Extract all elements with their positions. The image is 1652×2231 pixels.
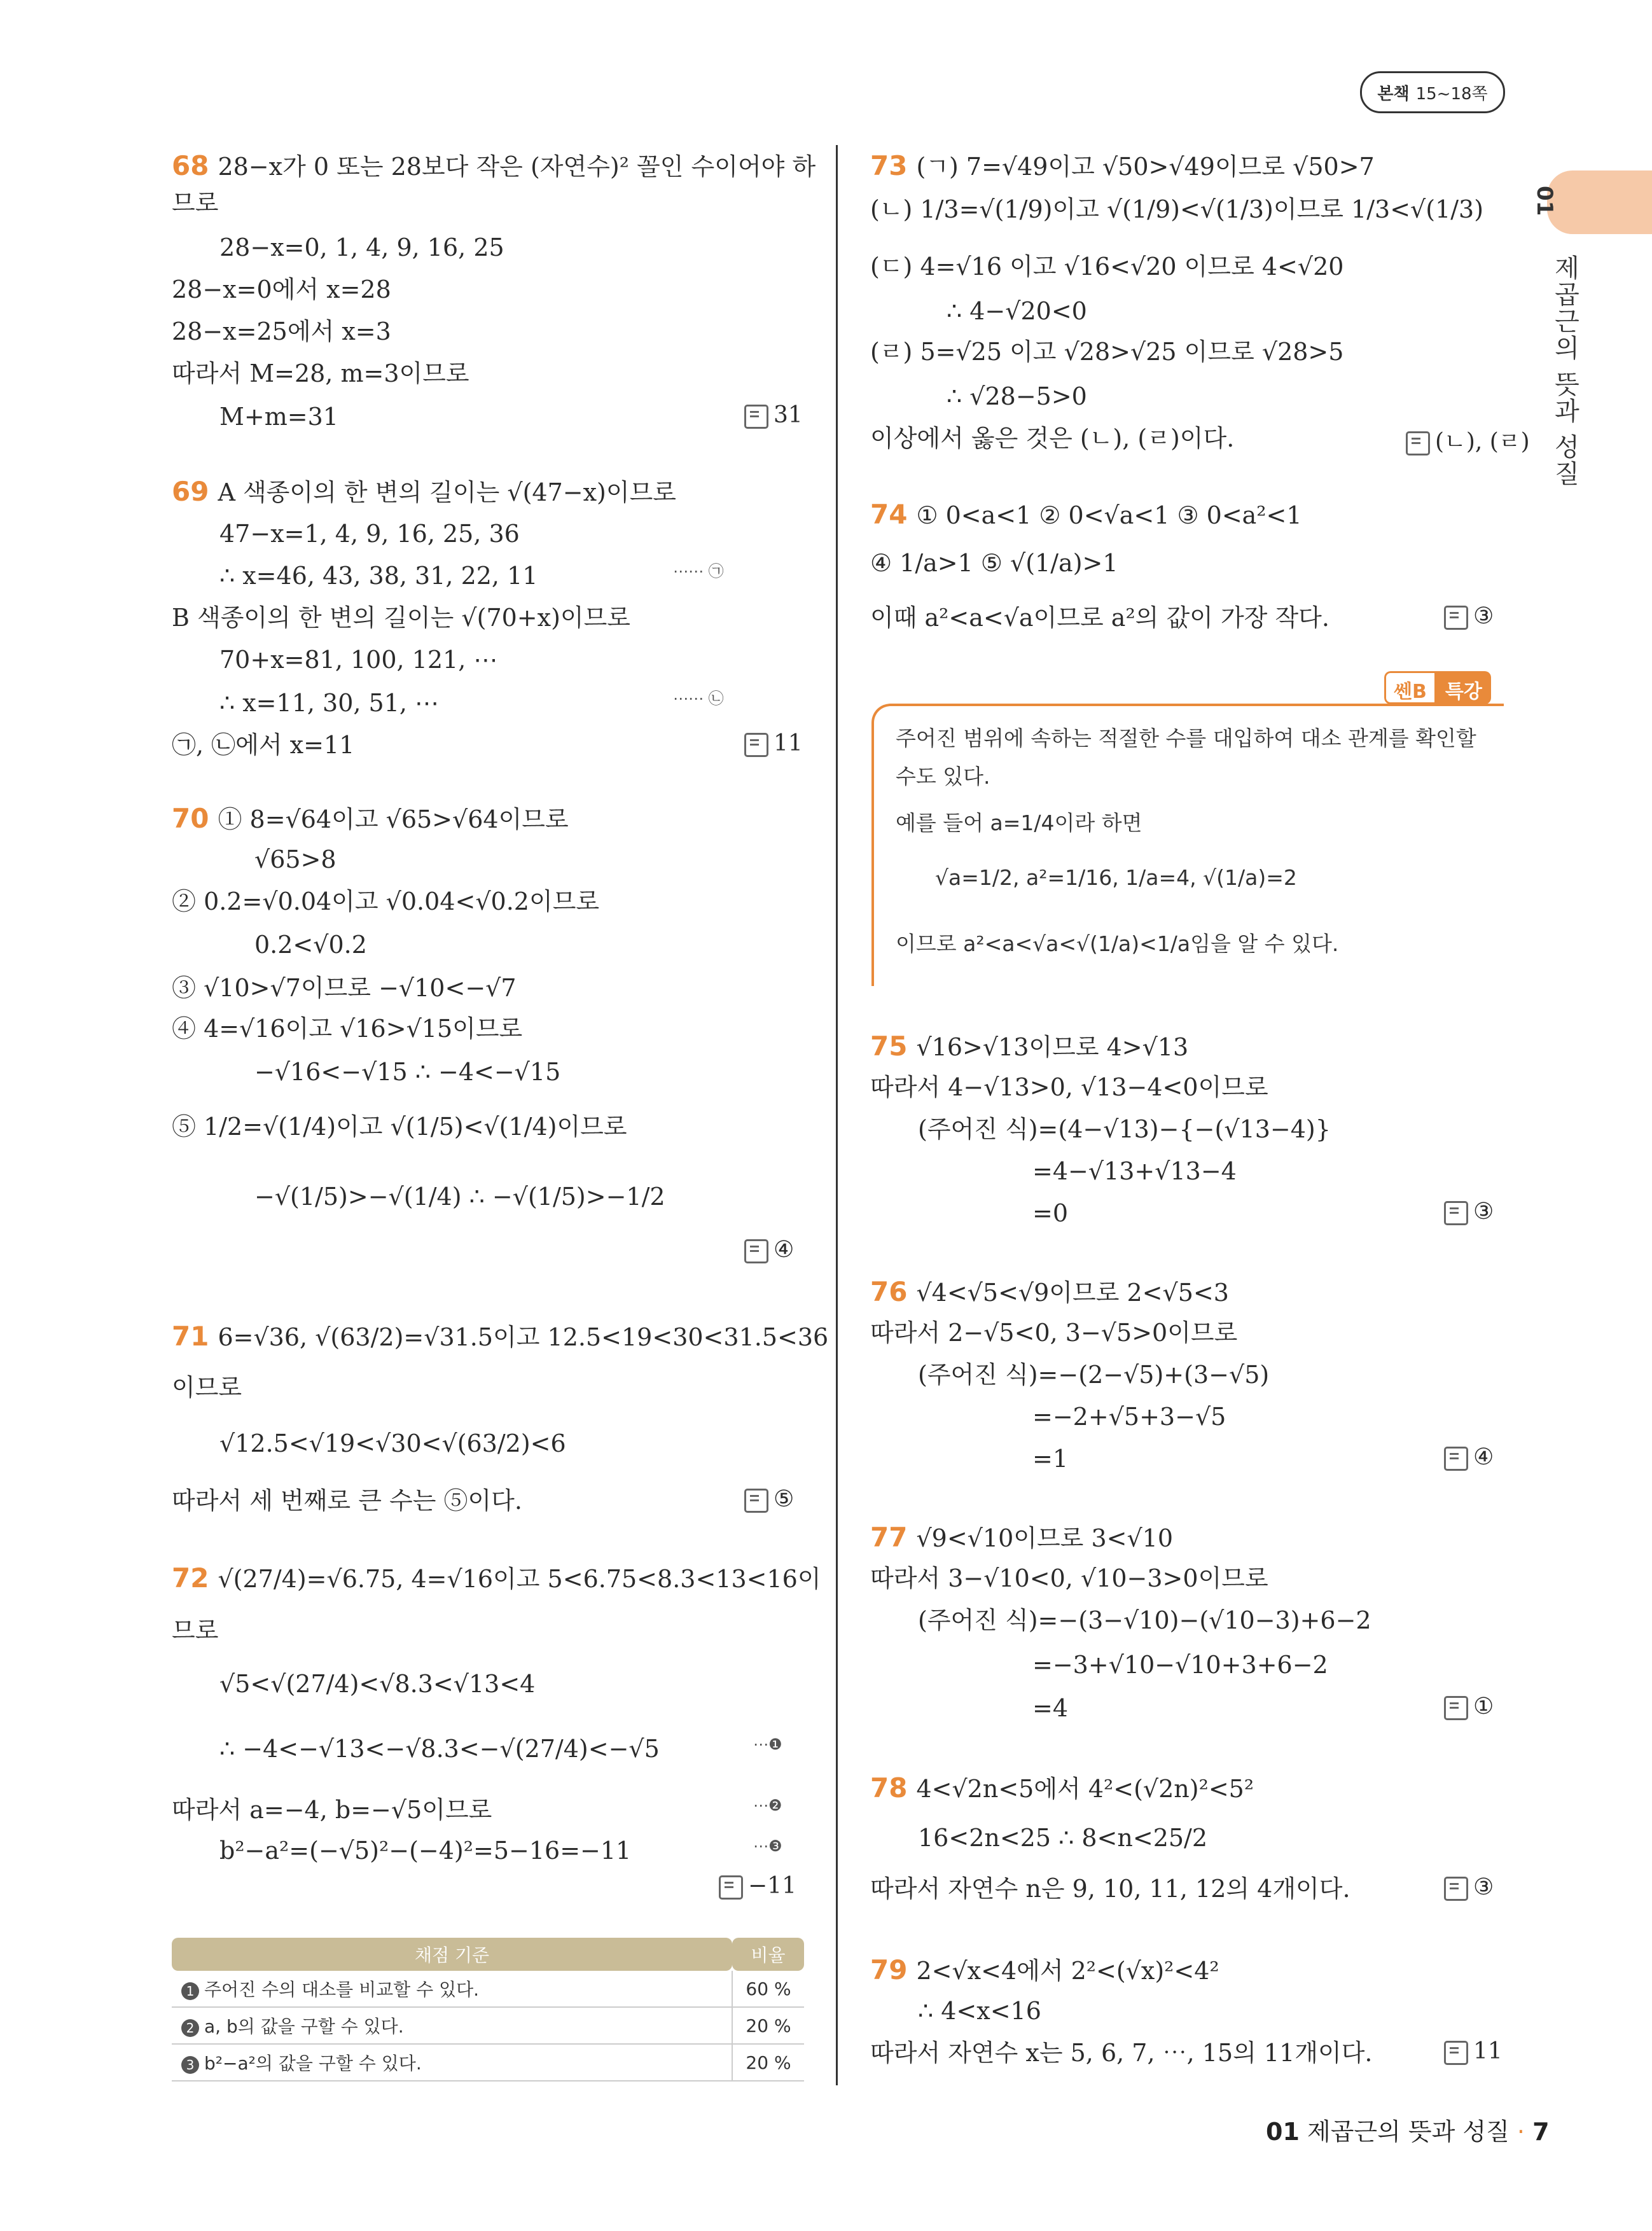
chapter-side-tab: [1547, 170, 1652, 234]
table-row: [172, 2007, 804, 2044]
answer: [1444, 1444, 1494, 1471]
answer: [1444, 603, 1494, 630]
left-solution-line: ⑤ 1/2=√(1/4)이고 √(1/5)<√(1/4)이므로: [172, 1113, 627, 1141]
tip-line: 예를 들어 a=1/4이라 하면: [896, 810, 1142, 835]
left-solution-line: 므로: [172, 189, 219, 217]
answer-icon: [744, 1239, 768, 1263]
problem-number: 74: [870, 499, 908, 530]
footer-dot: ·: [1517, 2118, 1525, 2146]
answer-text: −11: [748, 1873, 796, 1899]
grading-header-criteria: 채점 기준: [172, 1938, 732, 1971]
right-solution-line: (주어진 식)=−(2−√5)+(3−√5): [918, 1361, 1270, 1389]
answer: [1444, 1199, 1494, 1225]
problem-number: 75: [870, 1031, 908, 1062]
left-solution-line: ㉠, ㉡에서 x=11: [172, 731, 355, 759]
answer-icon: [1444, 1696, 1468, 1720]
left-solution-line: M+m=31: [219, 403, 338, 431]
right-solution-line: 따라서 2−√5<0, 3−√5>0이므로: [870, 1319, 1238, 1347]
right-solution-line: 따라서 4−√13>0, √13−4<0이므로: [870, 1073, 1268, 1101]
problem-number: 77: [870, 1522, 908, 1553]
right-solution-line: [870, 501, 1302, 528]
left-solution-line: ④ 4=√16이고 √16>√15이므로: [172, 1015, 523, 1043]
criteria-text: 주어진 수의 대소를 비교할 수 있다.: [204, 1979, 480, 2000]
answer: [1444, 1874, 1494, 1901]
right-solution-line: (ㄷ) 4=√16 이고 √16<√20 이므로 4<√20: [870, 253, 1344, 281]
column-divider: [836, 145, 838, 2085]
right-solution-line: ④ 1/a>1 ⑤ √(1/a)>1: [870, 549, 1118, 577]
left-solution-line: √65>8: [254, 845, 337, 873]
right-solution-line: ∴ 4<x<16: [918, 1997, 1041, 2025]
side-chapter-number: 01: [1532, 186, 1557, 216]
left-solution-line: 28−x=0, 1, 4, 9, 16, 25: [219, 233, 504, 261]
right-solution-line: 따라서 3−√10<0, √10−3>0이므로: [870, 1564, 1268, 1592]
right-solution-line: [870, 1954, 1219, 1985]
solution-text: √9<√10이므로 3<√10: [916, 1524, 1174, 1552]
answer-text: ④: [774, 1237, 795, 1263]
grading-table: [172, 1938, 804, 2082]
criteria-rate: 20 %: [732, 2044, 804, 2081]
problem-number: 69: [172, 476, 209, 507]
problem-number: 71: [172, 1321, 209, 1352]
right-solution-line: =−3+√10−√10+3+6−2: [1032, 1651, 1328, 1679]
answer-text: 11: [1473, 2038, 1503, 2064]
left-solution-line: √5<√(27/4)<√8.3<√13<4: [219, 1670, 536, 1698]
tip-label-brand: 쎈B: [1384, 671, 1436, 704]
left-solution-line: [172, 150, 816, 181]
problem-number: 70: [172, 803, 209, 834]
right-solution-line: 따라서 자연수 n은 9, 10, 11, 12의 4개이다.: [870, 1875, 1350, 1903]
answer-text: ④: [1473, 1444, 1494, 1470]
answer-text: ③: [1473, 1874, 1494, 1900]
solution-text: √(27/4)=√6.75, 4=√16이고 5<6.75<8.3<13<16이: [218, 1565, 821, 1593]
step-number: 1: [181, 1982, 199, 2000]
solution-text: (ㄱ) 7=√49이고 √50>√49이므로 √50>7: [916, 153, 1375, 181]
right-solution-line: =4: [1032, 1694, 1069, 1722]
solution-text: 28−x가 0 또는 28보다 작은 (자연수)² 꼴인 수이어야 하: [218, 153, 816, 181]
tip-line: 수도 있다.: [896, 764, 990, 789]
left-solution-line: 따라서 a=−4, b=−√5이므로: [172, 1796, 492, 1824]
problem-number: 76: [870, 1276, 908, 1307]
answer: [1444, 2038, 1503, 2065]
answer: [744, 1237, 794, 1263]
right-solution-line: (ㄴ) 1/3=√(1/9)이고 √(1/9)<√(1/3)이므로 1/3<√(1/3): [870, 195, 1484, 223]
right-solution-line: ∴ 4−√20<0: [947, 297, 1087, 325]
problem-number: 78: [870, 1772, 908, 1804]
step-marker: ⋯⋯ ㉠: [673, 562, 724, 580]
left-solution-line: 0.2<√0.2: [254, 931, 367, 959]
right-solution-line: [870, 1033, 1188, 1060]
right-solution-line: [870, 150, 1375, 181]
left-solution-line: 28−x=25에서 x=3: [172, 317, 391, 345]
left-solution-line: [172, 1323, 828, 1350]
left-solution-line: b²−a²=(−√5)²−(−4)²=5−16=−11: [219, 1837, 632, 1865]
answer: [744, 730, 803, 757]
left-solution-line: 28−x=0에서 x=28: [172, 275, 391, 303]
solution-text: √16>√13이므로 4>√13: [916, 1033, 1189, 1061]
solution-text: ① 0<a<1 ② 0<√a<1 ③ 0<a²<1: [916, 501, 1302, 529]
answer: [1406, 424, 1530, 456]
problem-number: 73: [870, 150, 908, 181]
answer-text: ⑤: [774, 1486, 795, 1512]
right-solution-line: [870, 1524, 1173, 1551]
criteria-rate: 60 %: [732, 1971, 804, 2007]
answer-icon: [744, 733, 768, 757]
answer-icon: [744, 1489, 768, 1513]
left-solution-line: ③ √10>√7이므로 −√10<−√7: [172, 974, 517, 1002]
page-number: 7: [1532, 2118, 1550, 2146]
right-solution-line: 이상에서 옳은 것은 (ㄴ), (ㄹ)이다.: [870, 424, 1235, 452]
left-solution-line: ∴ x=11, 30, 51, ⋯: [219, 689, 440, 717]
tip-line: 주어진 범위에 속하는 적절한 수를 대입하여 대소 관계를 확인할: [896, 726, 1476, 751]
answer: [744, 402, 803, 429]
solution-text: 4<√2n<5에서 4²<(√2n)²<5²: [916, 1775, 1254, 1803]
page-footer: [1266, 2112, 1550, 2147]
right-solution-line: 따라서 자연수 x는 5, 6, 7, ⋯, 15의 11개이다.: [870, 2039, 1373, 2067]
left-solution-line: [172, 1562, 821, 1594]
left-solution-line: [172, 478, 676, 505]
right-solution-line: [870, 1276, 1229, 1307]
answer-icon: [719, 1875, 743, 1900]
left-solution-line: 47−x=1, 4, 9, 16, 25, 36: [219, 520, 520, 548]
solution-text: ① 8=√64이고 √65>√64이므로: [218, 805, 569, 833]
tip-line: 이므로 a²<a<√a<√(1/a)<1/a임을 알 수 있다.: [896, 931, 1339, 956]
footer-chapter-title: 제곱근의 뜻과 성질: [1307, 2118, 1510, 2146]
footer-chapter-number: 01: [1266, 2118, 1300, 2146]
problem-number: 72: [172, 1562, 209, 1594]
answer-icon: [744, 405, 768, 429]
answer-text: ①: [1473, 1693, 1494, 1720]
right-solution-line: =−2+√5+3−√5: [1032, 1403, 1226, 1431]
left-solution-line: ∴ x=46, 43, 38, 31, 22, 11: [219, 562, 538, 590]
answer-text: ③: [1473, 1199, 1494, 1225]
right-solution-line: (주어진 식)=(4−√13)−{−(√13−4)}: [918, 1115, 1331, 1143]
step-marker: ⋯❸: [753, 1837, 782, 1855]
answer-icon: [1444, 1447, 1468, 1471]
table-row: [172, 1971, 804, 2007]
left-solution-line: √12.5<√19<√30<√(63/2)<6: [219, 1429, 566, 1457]
right-solution-line: [870, 1772, 1254, 1804]
answer-icon: [1444, 1201, 1468, 1225]
page-range: 15~18쪽: [1415, 84, 1488, 104]
answer-text: 11: [774, 730, 803, 756]
criteria-text: a, b의 값을 구할 수 있다.: [204, 2016, 404, 2037]
tip-label: [1384, 671, 1491, 704]
answer: [744, 1486, 794, 1513]
left-solution-line: B 색종이의 한 변의 길이는 √(70+x)이므로: [172, 604, 631, 632]
answer-text: ③: [1473, 603, 1494, 629]
answer-text: 31: [774, 402, 803, 428]
step-marker: ⋯⋯ ㉡: [673, 690, 724, 707]
right-solution-line: =0: [1032, 1199, 1069, 1227]
side-chapter-title: 제곱근의 뜻과 성질: [1550, 254, 1579, 487]
left-solution-line: −√(1/5)>−√(1/4) ∴ −√(1/5)>−1/2: [254, 1183, 665, 1211]
solution-text: 6=√36, √(63/2)=√31.5이고 12.5<19<30<31.5<36: [218, 1323, 829, 1351]
answer-icon: [1444, 606, 1468, 630]
criteria-rate: 20 %: [732, 2007, 804, 2044]
solution-text: √4<√5<√9이므로 2<√5<3: [916, 1279, 1229, 1307]
answer-text: (ㄴ), (ㄹ): [1435, 429, 1530, 455]
answer-icon: [1444, 2041, 1468, 2065]
left-solution-line: ∴ −4<−√13<−√8.3<−√(27/4)<−√5: [219, 1735, 660, 1763]
right-solution-line: ∴ √28−5>0: [947, 382, 1087, 410]
left-solution-line: 따라서 M=28, m=3이므로: [172, 359, 469, 387]
right-solution-line: (주어진 식)=−(3−√10)−(√10−3)+6−2: [918, 1606, 1371, 1634]
left-solution-line: [172, 805, 569, 832]
left-solution-line: 이므로: [172, 1373, 242, 1401]
problem-number: 79: [870, 1954, 908, 1985]
solution-text: A 색종이의 한 변의 길이는 √(47−x)이므로: [218, 478, 676, 506]
right-solution-line: =4−√13+√13−4: [1032, 1157, 1237, 1185]
table-row: [172, 2044, 804, 2081]
left-solution-line: 따라서 세 번째로 큰 수는 ⑤이다.: [172, 1487, 522, 1515]
left-solution-line: −√16<−√15 ∴ −4<−√15: [254, 1058, 561, 1086]
left-solution-line: 70+x=81, 100, 121, ⋯: [219, 646, 498, 674]
grading-header-rate: 비율: [732, 1938, 804, 1971]
step-number: 3: [181, 2056, 199, 2074]
solution-text: 2<√x<4에서 2²<(√x)²<4²: [916, 1957, 1219, 1985]
answer-icon: [1406, 431, 1430, 455]
problem-number: 68: [172, 150, 209, 181]
criteria-text: b²−a²의 값을 구할 수 있다.: [204, 2053, 422, 2074]
left-solution-line: ② 0.2=√0.04이고 √0.04<√0.2이므로: [172, 887, 600, 915]
step-marker: ⋯❷: [753, 1797, 782, 1814]
right-solution-line: 이때 a²<a<√a이므로 a²의 값이 가장 작다.: [870, 604, 1329, 632]
answer-icon: [1444, 1877, 1468, 1901]
book-label: 본책: [1377, 84, 1410, 104]
answer: [1444, 1693, 1494, 1720]
step-marker: ⋯❶: [753, 1735, 782, 1753]
tip-line: √a=1/2, a²=1/16, 1/a=4, √(1/a)=2: [935, 865, 1297, 890]
tip-label-title: 특강: [1436, 671, 1491, 704]
step-number: 2: [181, 2019, 199, 2037]
answer: [719, 1873, 796, 1900]
page-reference-badge: [1360, 71, 1505, 113]
right-solution-line: (ㄹ) 5=√25 이고 √28>√25 이므로 √28>5: [870, 338, 1344, 366]
left-solution-line: 므로: [172, 1616, 219, 1644]
right-solution-line: 16<2n<25 ∴ 8<n<25/2: [918, 1824, 1208, 1852]
right-solution-line: =1: [1032, 1445, 1069, 1473]
